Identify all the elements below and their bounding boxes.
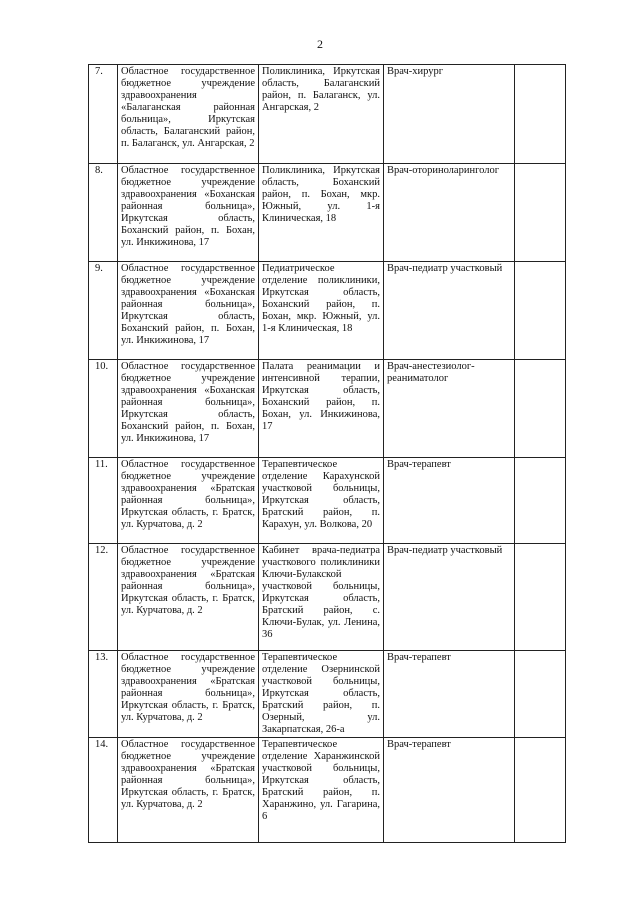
position-cell: Врач-хирург xyxy=(384,65,515,164)
empty-cell xyxy=(515,65,566,164)
empty-cell xyxy=(515,738,566,843)
institution-cell: Областное государственное бюджетное учреждение здравоохранения «Братская районная больница», Иркутская область, г. Братск, ул. Курчатова, д. 2 xyxy=(118,458,259,544)
empty-cell xyxy=(515,651,566,738)
table-row xyxy=(89,651,566,738)
row-number: 14. xyxy=(89,738,118,843)
row-number: 7. xyxy=(89,65,118,164)
table-row xyxy=(89,544,566,651)
table-row xyxy=(89,65,566,164)
institution-cell: Областное государственное бюджетное учреждение здравоохранения «Боханская районная больница», Иркутская область, Боханский район, п. Бохан, ул. Инкижинова, 17 xyxy=(118,360,259,458)
empty-cell xyxy=(515,458,566,544)
row-number: 12. xyxy=(89,544,118,651)
institution-cell: Областное государственное бюджетное учреждение здравоохранения «Братская районная больница», Иркутская область, г. Братск, ул. Курчатова, д. 2 xyxy=(118,651,259,738)
location-cell: Педиатрическое отделение поликлиники, Иркутская область, Боханский район, п. Бохан, мкр. Южный, ул. 1-я Клиническая, 18 xyxy=(259,262,384,360)
row-number: 8. xyxy=(89,164,118,262)
position-cell: Врач-терапевт xyxy=(384,651,515,738)
institution-cell: Областное государственное бюджетное учреждение здравоохранения «Боханская районная больница», Иркутская область, Боханский район, п. Бохан, ул. Инкижинова, 17 xyxy=(118,164,259,262)
institution-cell: Областное государственное бюджетное учреждение здравоохранения «Братская районная больница», Иркутская область, г. Братск, ул. Курчатова, д. 2 xyxy=(118,544,259,651)
position-cell: Врач-педиатр участковый xyxy=(384,262,515,360)
location-cell: Палата реанимации и интенсивной терапии, Иркутская область, Боханский район, п. Бохан, ул. Инкижинова, 17 xyxy=(259,360,384,458)
institution-cell: Областное государственное бюджетное учреждение здравоохранения «Братская районная больница», Иркутская область, г. Братск, ул. Курчатова, д. 2 xyxy=(118,738,259,843)
table-row xyxy=(89,262,566,360)
table-row xyxy=(89,738,566,843)
row-number: 13. xyxy=(89,651,118,738)
position-cell: Врач-анестезиолог-реаниматолог xyxy=(384,360,515,458)
institution-cell: Областное государственное бюджетное учреждение здравоохранения «Балаганская районная больница», Иркутская область, Балаганский район, п. Балаганск, ул. Ангарская, 2 xyxy=(118,65,259,164)
row-number: 11. xyxy=(89,458,118,544)
table-row xyxy=(89,458,566,544)
empty-cell xyxy=(515,544,566,651)
empty-cell xyxy=(515,262,566,360)
row-number: 10. xyxy=(89,360,118,458)
position-cell: Врач-терапевт xyxy=(384,458,515,544)
location-cell: Терапевтическое отделение Харанжинской участковой больницы, Иркутская область, Братский район, п. Харанжино, ул. Гагарина, 6 xyxy=(259,738,384,843)
location-cell: Терапевтическое отделение Озернинской участковой больницы, Иркутская область, Братский район, п. Озерный, ул. Закарпатская, 26-а xyxy=(259,651,384,738)
table-row xyxy=(89,360,566,458)
position-cell: Врач-педиатр участковый xyxy=(384,544,515,651)
location-cell: Поликлиника, Иркутская область, Балаганский район, п. Балаганск, ул. Ангарская, 2 xyxy=(259,65,384,164)
location-cell: Кабинет врача-педиатра участкового поликлиники Ключи-Булакской участковой больницы, Иркутская область, Братский район, с. Ключи-Булак, ул. Ленина, 36 xyxy=(259,544,384,651)
row-number: 9. xyxy=(89,262,118,360)
position-cell: Врач-терапевт xyxy=(384,738,515,843)
position-cell: Врач-оториноларинголог xyxy=(384,164,515,262)
empty-cell xyxy=(515,360,566,458)
institution-cell: Областное государственное бюджетное учреждение здравоохранения «Боханская районная больница», Иркутская область, Боханский район, п. Бохан, ул. Инкижинова, 17 xyxy=(118,262,259,360)
page-number: 2 xyxy=(317,37,323,51)
vacancy-table xyxy=(88,64,566,843)
empty-cell xyxy=(515,164,566,262)
location-cell: Поликлиника, Иркутская область, Боханский район, п. Бохан, мкр. Южный, ул. 1-я Клиническая, 18 xyxy=(259,164,384,262)
table-row xyxy=(89,164,566,262)
location-cell: Терапевтическое отделение Карахунской участковой больницы, Иркутская область, Братский район, п. Карахун, ул. Волкова, 20 xyxy=(259,458,384,544)
